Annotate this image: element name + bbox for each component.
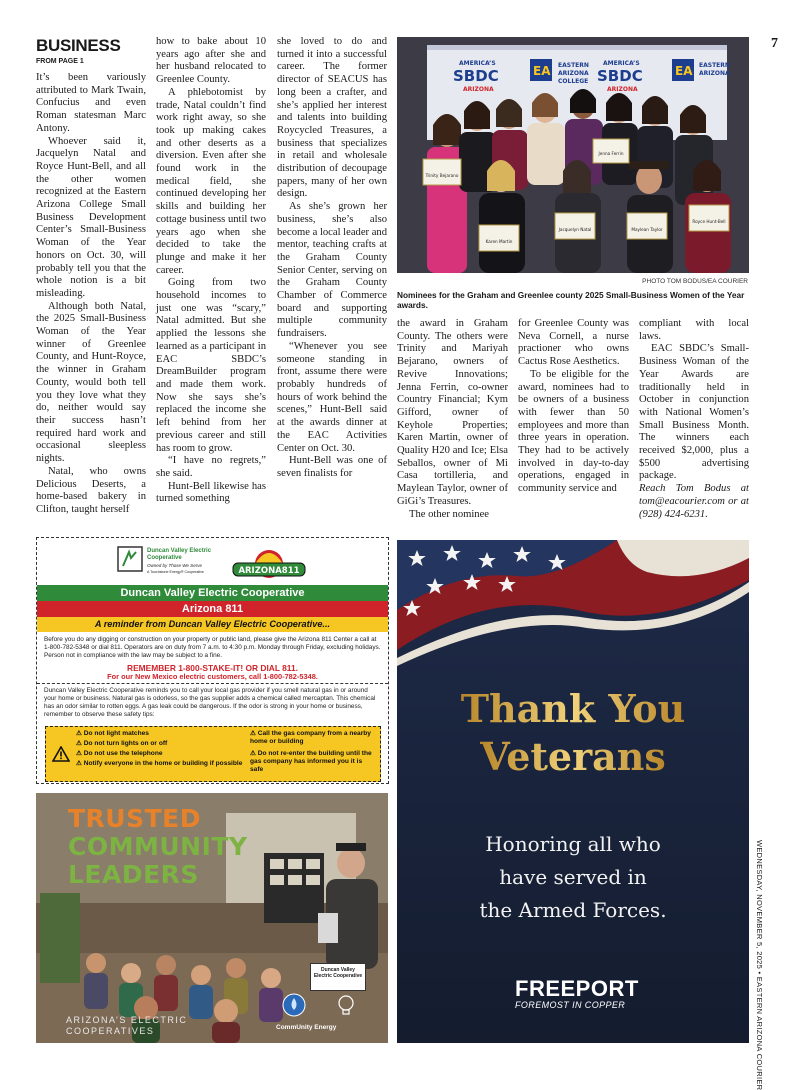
veterans-message <box>397 828 749 927</box>
article-column-3 <box>277 36 387 481</box>
dvec-arizona811-ad <box>36 537 389 784</box>
certificate-name: Maylean Taylor <box>631 227 663 232</box>
dvec-red-band: Arizona 811 <box>37 601 388 617</box>
certificate-name: Royce Hunt-Bell <box>692 219 726 224</box>
paragraph: Hunt-Bell likewise has turned something <box>156 480 266 505</box>
paragraph: A phlebotomist by trade, Natal couldn’t find work right away, so she took up making cakes and other deserts as a diversion. Even after she found work in the medical field, she continued developing her skills and building her cottage business until two years ago when she decided to take the plunge and make it her career. <box>156 86 266 276</box>
dvec-nm-line: For our New Mexico electric customers, call 1-800-782-5348. <box>107 672 318 681</box>
veterans-ad <box>397 540 749 1043</box>
warning-icon <box>52 746 70 762</box>
dvec-remember-line: REMEMBER 1-800-STAKE-IT! OR DIAL 811. <box>127 663 298 673</box>
page-number: 7 <box>771 36 778 51</box>
dvec-logo <box>117 544 217 578</box>
tip-text: Do not re-enter the building until the gas company has informed you it is safe <box>250 750 372 773</box>
svg-text:ARIZONA: ARIZONA <box>607 86 638 93</box>
dvec-divider <box>37 683 388 684</box>
paragraph: Natal, who owns Delicious Deserts, a home-based bakery in Clifton, taught herself <box>36 465 146 515</box>
tip-text: Call the gas company from a nearby home or building <box>250 730 371 745</box>
tip-item: ⚠ Do not use the telephone <box>76 750 163 757</box>
article-column-6 <box>639 318 749 521</box>
thank-you-title: Thank You <box>460 686 686 731</box>
nominees-photo <box>397 37 749 273</box>
article-column-2 <box>156 36 266 506</box>
paragraph: “I have no regrets,” she said. <box>156 455 266 479</box>
paragraph: how to bake about 10 years ago after she and her husband relocated to Greenlee County. <box>156 36 266 86</box>
tip-item: ⚠ Do not re-enter the building until the gas company has informed you it is safe <box>250 750 372 773</box>
svg-text:EASTERN: EASTERN <box>699 62 730 69</box>
water-drop-icon <box>282 993 306 1017</box>
page-rail <box>752 840 768 1090</box>
banner-text: EASTERN <box>558 62 589 69</box>
dvec-logo-tag: Owned by Those We Serve <box>147 563 202 568</box>
trusted-headline: TRUSTED <box>68 804 201 833</box>
article-column-4 <box>397 318 508 521</box>
photo-illustration <box>397 37 749 273</box>
paragraph: To be eligible for the award, nominees had to be owners of a business with fewer than 50 employees and more than three years in operation. They had to be actively involved in day-to-day operations, engaged in community service and <box>518 368 629 495</box>
byline: Reach Tom Bodus at tom@eacourier.com or at (928) 424-6231. <box>639 483 749 520</box>
veterans-title: Veterans <box>480 734 666 779</box>
certificate-name: Jacquelyn Natal <box>558 227 592 232</box>
message-line: have served in <box>499 865 647 889</box>
dvec-yellow-band: A reminder from Duncan Valley Electric Cooperative... <box>37 617 388 632</box>
photo-caption: Nominees for the Graham and Greenlee county 2025 Small-Business Women of the Year awards. <box>397 290 745 310</box>
lightbulb-icon <box>334 993 358 1017</box>
coop-footer-line: COOPERATIVES <box>66 1026 155 1036</box>
paragraph: Whoever said it, Jacquelyn Natal and Royce Hunt-Bell, and all the other women recognized at the Eastern Arizona College Small Business Development Center’s Small-Business Woman of the Year honors on Oct. 30, will probably tell you that the whole notion is a bit misleading. <box>36 135 146 299</box>
paragraph: for Greenlee County was Neva Cornell, a nurse practioner who owns Cactus Rose Aesthetics. <box>518 318 629 368</box>
tip-item: ⚠ Call the gas company from a nearby home or building <box>250 730 371 745</box>
message-line: the Armed Forces. <box>479 898 667 922</box>
article-column-1 <box>36 72 146 517</box>
paragraph: The other nominee <box>409 508 490 520</box>
rail-text: WEDNESDAY, NOVEMBER 5, 2025 • EASTERN ARIZONA COURIER <box>755 840 764 1090</box>
jump-line: FROM PAGE 1 <box>36 58 84 65</box>
tip-item: ⚠ Do not turn lights on or off <box>76 740 168 747</box>
freeport-tagline: FOREMOST IN COPPER <box>515 1000 626 1010</box>
coop-footer <box>66 1015 187 1037</box>
tip-text: Do not turn lights on or off <box>83 740 168 747</box>
section-header: BUSINESS <box>36 36 121 55</box>
svg-text:EA: EA <box>533 64 551 78</box>
community-headline: COMMUNITY <box>68 832 248 861</box>
photo-credit: PHOTO TOM BODUS/EA COURIER <box>642 278 748 285</box>
paragraph: Hunt-Bell was one of seven finalists for <box>277 455 387 479</box>
paragraph: the award in Graham County. The others were Trinity and Mariyah Bejarano, owners of Revive Innovations; Jenna Ferrin, co-owner Country Financial; Kym Gifford, owner of Keyhole Properties; Karen Martin, owner of Quality H20 and Ice; Elsa Seballos, owner of Mi Casa tortilleria, and Maylean Taylor, owner of GiGi’s Treasures. <box>397 318 508 507</box>
dvec-dig-notice: Before you do any digging or construction on your property or public land, please give the Arizona 811 Center a call at 1-800-782-5348 or dial 811. Operators are on duty from 7 a.m. to 4:30 p.m. Monday through Friday, excluding holidays. Person not in compliance with the law may be subject to a fine. <box>44 636 381 659</box>
trusted-leaders-ad <box>36 793 388 1043</box>
banner-text: ARIZONA <box>558 70 589 77</box>
dvec-green-band: Duncan Valley Electric Cooperative <box>37 585 388 601</box>
banner-text: SBDC <box>453 67 499 85</box>
tip-text: Do not use the telephone <box>83 750 163 757</box>
gas-safety-tips <box>45 726 381 782</box>
paragraph: It’s been variously attributed to Mark Twain, Confucius and even Roman statesman Marc Antony. <box>36 72 146 134</box>
arizona811-logo <box>231 544 307 578</box>
svg-text:EA: EA <box>675 64 693 78</box>
certificate-name: Karen Martin <box>485 239 513 244</box>
paragraph: Although both Natal, the 2025 Small-Business Woman of the Year winner of Greenlee County, and Hunt-Royce, the winner in Graham County, would both tell you they love what they do, neither would say their success hasn’t required hard work and occasional sleepless nights. <box>36 300 146 465</box>
tip-text: Notify everyone in the home or building if possible <box>83 760 243 767</box>
banner-text: ARIZONA <box>463 86 494 93</box>
banner-text: COLLEGE <box>558 78 589 85</box>
dvec-badge-line: Electric Cooperative <box>313 973 363 979</box>
paragraph: “Whenever you see someone standing in front, assume there were probably hundreds of hours of work behind the scenes,” Hunt-Bell said at the awards dinner at the EAC Activities Center on Oct. 30. <box>277 340 387 454</box>
paragraph: EAC SBDC’s Small-Business Woman of the Year Awards are traditionally held in October in conjunction with National Women’s Small Business Month. The winners each received $2,000, plus a $500 advertising package. <box>639 343 749 482</box>
dvec-logo-sub: A Touchstone Energy® Cooperative <box>147 570 204 574</box>
dvec-gas-notice: Duncan Valley Electric Cooperative reminds you to call your local gas provider if you smell natural gas in or around your home or business. Natural gas is odorless, so the gas supplier adds a chemical called mercaptan. This chemical has an odor similar to rotten eggs. A gas leak could be dangerous. If the odor is strong in your home or business, remember to observe these safety tips: <box>44 687 376 718</box>
svg-text:AMERICA’S: AMERICA’S <box>603 60 640 67</box>
community-energy-text: CommUnity Energy <box>276 1024 337 1031</box>
tip-text: Do not light matches <box>83 730 149 737</box>
svg-text:ARIZONA: ARIZONA <box>699 70 730 77</box>
dvec-badge-line: Duncan Valley <box>321 967 355 973</box>
arizona811-text: ARIZONA811 <box>238 566 300 576</box>
svg-text:SBDC: SBDC <box>597 67 643 85</box>
paragraph: Going from two household incomes to just one was “scary,” Natal admitted. But she applied the lessons she learned as a participant in EAC SBDC’s DreamBuilder program and made them work. Now she says she’s replaced the income she left behind from her previous career and still has room to grow. <box>156 277 266 454</box>
banner-text: AMERICA’S <box>459 60 496 67</box>
certificate-name: Jenna Ferrin <box>598 151 624 156</box>
article-column-5 <box>518 318 629 496</box>
paragraph: she loved to do and turned it into a successful career. The former director of SEACUS has long been a crafter, and she’s applied her interest and talents into building Roycycled Treasures, a business that specializes in retail and wholesale distribution of decoupage papers, many of her own design. <box>277 36 387 200</box>
dvec-logo-icon <box>117 546 143 572</box>
message-line: Honoring all who <box>485 832 661 856</box>
coop-footer-line: ARIZONA’S ELECTRIC <box>66 1015 188 1025</box>
tip-item: ⚠ Do not light matches <box>76 730 149 737</box>
dvec-badge <box>310 963 366 991</box>
leaders-headline: LEADERS <box>68 860 199 889</box>
certificate-name: Trinity Bejarano <box>425 173 459 178</box>
tip-item: ⚠ Notify everyone in the home or building if possible <box>76 760 243 767</box>
dvec-logo-name: Duncan Valley Electric Cooperative <box>147 548 212 561</box>
paragraph: compliant with local laws. <box>639 318 749 342</box>
paragraph: As she’s grown her business, she’s also become a local leader and mentor, teaching crafts at the Graham County Senior Center, serving on the Graham County Chamber of Commerce board and supporting multiple community fundraisers. <box>277 201 387 340</box>
flag-background <box>397 540 749 1043</box>
freeport-logo: FREEPORT <box>515 976 639 1001</box>
arizona811-logo-icon <box>231 544 307 578</box>
